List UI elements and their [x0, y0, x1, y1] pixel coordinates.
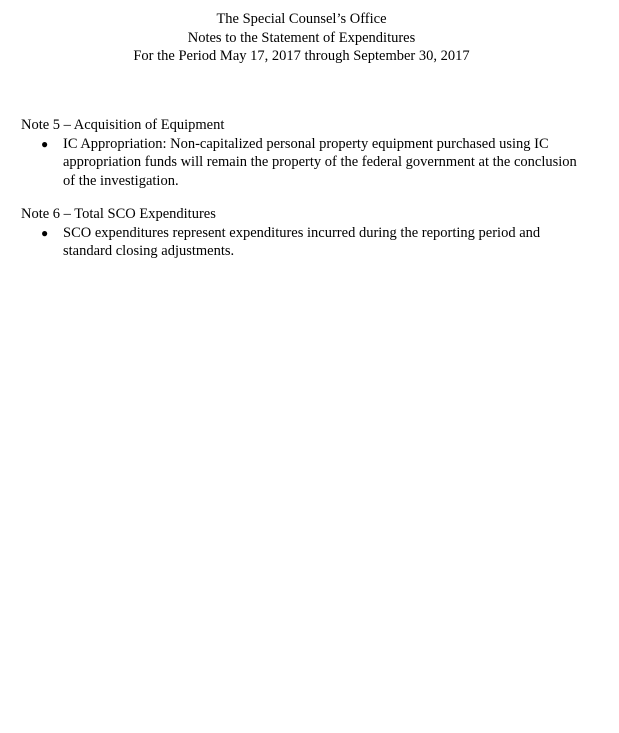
note-5-bullet-item: [21, 135, 583, 191]
note-5-bullet-line-1: IC Appropriation: Non-capitalized personal property equipment purchased using IC: [63, 135, 549, 152]
header-period: For the Period May 17, 2017 through September 30, 2017: [133, 48, 470, 64]
note-6-bullet-item: [21, 224, 583, 261]
header-notes-title: Notes to the Statement of Expenditures: [187, 29, 416, 46]
bullet-icon: ●: [41, 225, 49, 240]
note-6-bullet-line-2: standard closing adjustments.: [63, 243, 235, 259]
note-5-bullet-line-3: of the investigation.: [63, 172, 179, 189]
header-office-title: The Special Counsel’s Office: [216, 11, 387, 27]
note-6-section: [21, 205, 601, 261]
note-6-bullet-line-1: SCO expenditures represent expenditures incurred during the reporting period and: [63, 224, 541, 241]
note-6-heading: Note 6 – Total SCO Expenditures: [21, 206, 216, 222]
note-5-bullet-line-2: appropriation funds will remain the property of the federal government at the conclusion: [63, 154, 577, 170]
document-header: [0, 10, 603, 66]
note-5-heading: Note 5 – Acquisition of Equipment: [21, 117, 225, 133]
note-5-section: [21, 116, 601, 190]
bullet-icon: ●: [41, 136, 49, 151]
